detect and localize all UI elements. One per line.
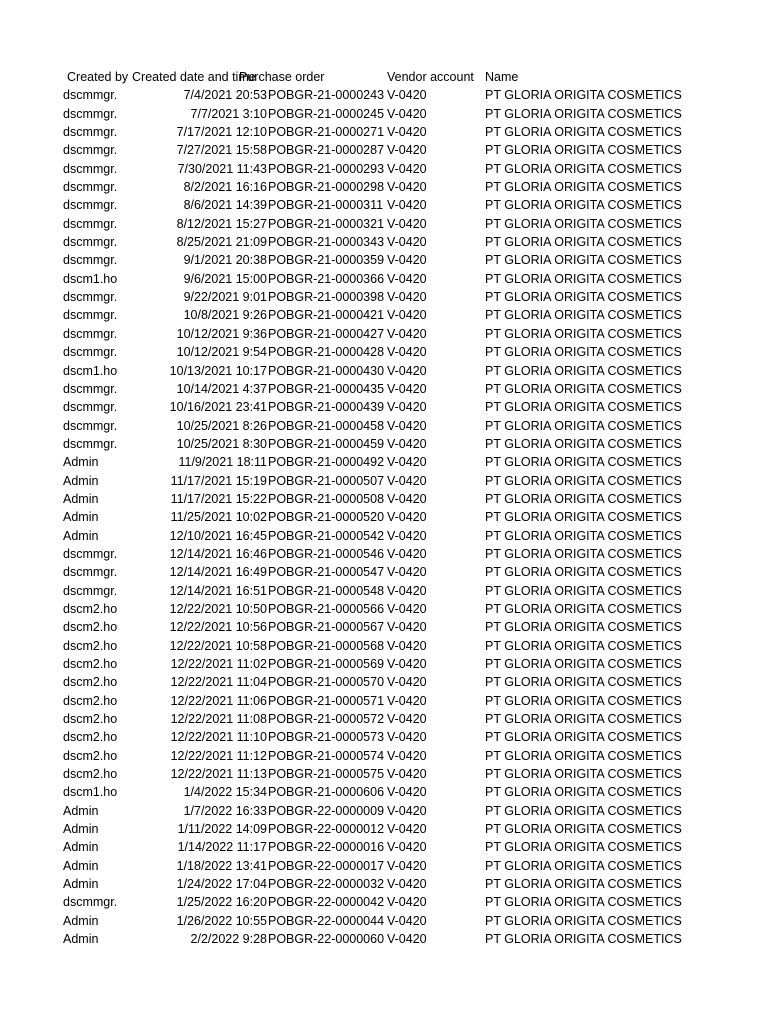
created-date-cell: 10/25/2021 8:26	[176, 418, 267, 433]
vendor-name-cell: PT GLORIA ORIGITA COSMETICS	[485, 730, 682, 745]
vendor-account-cell: V-0420	[387, 161, 427, 176]
created-date-cell: 12/22/2021 10:56	[169, 620, 267, 635]
purchase-order-cell: POBGR-21-0000572	[268, 712, 385, 727]
vendor-account-cell: V-0420	[387, 216, 427, 231]
vendor-name-cell: PT GLORIA ORIGITA COSMETICS	[485, 326, 682, 341]
header-created-date: Created date and time	[132, 70, 256, 84]
vendor-name-cell: PT GLORIA ORIGITA COSMETICS	[485, 675, 682, 690]
created-date-cell: 12/22/2021 10:58	[169, 638, 267, 653]
created-by-cell: Admin	[63, 858, 99, 873]
table-body	[62, 86, 682, 948]
purchase-order-cell: POBGR-21-0000398	[268, 290, 385, 305]
created-date-cell: 9/22/2021 9:01	[183, 290, 267, 305]
vendor-name-cell: PT GLORIA ORIGITA COSMETICS	[485, 161, 682, 176]
vendor-account-cell: V-0420	[387, 290, 427, 305]
created-date-cell: 9/6/2021 15:00	[183, 271, 267, 286]
purchase-order-cell: POBGR-21-0000542	[268, 528, 385, 543]
vendor-account-cell: V-0420	[387, 785, 427, 800]
header-name: Name	[485, 70, 519, 84]
vendor-name-cell: PT GLORIA ORIGITA COSMETICS	[485, 400, 682, 415]
purchase-order-cell: POBGR-22-0000060	[268, 932, 385, 947]
purchase-order-cell: POBGR-21-0000547	[268, 565, 385, 580]
vendor-name-cell: PT GLORIA ORIGITA COSMETICS	[485, 657, 682, 671]
vendor-name-cell: PT GLORIA ORIGITA COSMETICS	[485, 473, 682, 488]
created-date-cell: 11/9/2021 18:11	[178, 455, 267, 470]
created-by-cell: dscmmgr.	[63, 143, 118, 158]
vendor-name-cell: PT GLORIA ORIGITA COSMETICS	[485, 143, 682, 158]
table-row	[62, 435, 682, 453]
purchase-order-cell: POBGR-21-0000606	[268, 785, 385, 800]
table-row	[62, 233, 682, 251]
created-by-cell: dscmmgr.	[63, 436, 118, 451]
purchase-order-table	[62, 68, 682, 949]
table-row	[62, 453, 682, 471]
purchase-order-cell: POBGR-21-0000430	[268, 363, 385, 378]
vendor-account-cell: V-0420	[387, 858, 427, 873]
purchase-order-cell: POBGR-22-0000042	[268, 895, 385, 910]
vendor-name-cell: PT GLORIA ORIGITA COSMETICS	[485, 455, 682, 470]
created-by-cell: Admin	[63, 877, 99, 892]
table-row	[62, 655, 682, 673]
created-date-cell: 10/12/2021 9:54	[176, 345, 267, 360]
purchase-order-cell: POBGR-21-0000566	[268, 601, 385, 616]
table-row	[62, 637, 682, 655]
table-row	[62, 288, 682, 306]
created-date-cell: 1/25/2022 16:20	[176, 895, 267, 910]
vendor-account-cell: V-0420	[387, 657, 427, 671]
vendor-name-cell: PT GLORIA ORIGITA COSMETICS	[485, 748, 682, 763]
created-by-cell: Admin	[63, 932, 99, 947]
purchase-order-cell: POBGR-22-0000017	[268, 858, 385, 873]
table-row	[62, 930, 682, 948]
vendor-name-cell: PT GLORIA ORIGITA COSMETICS	[485, 271, 682, 286]
vendor-account-cell: V-0420	[387, 198, 427, 213]
vendor-account-cell: V-0420	[387, 400, 427, 415]
purchase-order-cell: POBGR-21-0000311	[268, 198, 384, 213]
purchase-order-cell: POBGR-21-0000421	[268, 308, 385, 323]
purchase-order-cell: POBGR-21-0000245	[268, 106, 385, 121]
table-row	[62, 343, 682, 361]
created-date-cell: 7/27/2021 15:58	[176, 143, 267, 158]
created-by-cell: dscm1.ho	[63, 363, 118, 378]
table-row	[62, 692, 682, 710]
created-date-cell: 12/22/2021 11:02	[170, 657, 267, 671]
purchase-order-cell: POBGR-21-0000293	[268, 161, 385, 176]
vendor-name-cell: PT GLORIA ORIGITA COSMETICS	[485, 583, 682, 598]
table-row	[62, 160, 682, 178]
purchase-order-cell: POBGR-21-0000359	[268, 253, 385, 268]
vendor-account-cell: V-0420	[387, 528, 427, 543]
vendor-name-cell: PT GLORIA ORIGITA COSMETICS	[485, 693, 682, 708]
vendor-name-cell: PT GLORIA ORIGITA COSMETICS	[485, 308, 682, 323]
purchase-order-cell: POBGR-21-0000571	[268, 693, 385, 708]
table-row	[62, 325, 682, 343]
created-by-cell: dscm2.ho	[63, 712, 118, 727]
created-by-cell: dscm2.ho	[63, 601, 118, 616]
created-by-cell: dscmmgr.	[63, 88, 118, 103]
created-by-cell: Admin	[63, 455, 99, 470]
created-date-cell: 11/17/2021 15:22	[170, 491, 267, 506]
purchase-order-cell: POBGR-21-0000570	[268, 675, 385, 690]
created-date-cell: 7/17/2021 12:10	[176, 125, 267, 140]
vendor-account-cell: V-0420	[387, 932, 427, 947]
purchase-order-cell: POBGR-21-0000507	[268, 473, 385, 488]
purchase-order-cell: POBGR-21-0000428	[268, 345, 385, 360]
table-row	[62, 783, 682, 801]
created-by-cell: dscmmgr.	[63, 180, 118, 195]
created-date-cell: 9/1/2021 20:38	[183, 253, 267, 268]
created-date-cell: 12/22/2021 11:12	[170, 748, 267, 763]
purchase-order-cell: POBGR-21-0000569	[268, 657, 385, 671]
created-by-cell: dscmmgr.	[63, 895, 118, 910]
table-row	[62, 582, 682, 600]
table-row	[62, 912, 682, 930]
table-row	[62, 508, 682, 526]
vendor-account-cell: V-0420	[387, 326, 427, 341]
created-date-cell: 1/4/2022 15:34	[183, 785, 267, 800]
purchase-order-cell: POBGR-21-0000439	[268, 400, 385, 415]
created-date-cell: 8/25/2021 21:09	[176, 235, 267, 250]
purchase-order-cell: POBGR-21-0000568	[268, 638, 385, 653]
vendor-account-cell: V-0420	[387, 675, 427, 690]
created-by-cell: Admin	[63, 473, 99, 488]
vendor-name-cell: PT GLORIA ORIGITA COSMETICS	[485, 877, 682, 892]
vendor-name-cell: PT GLORIA ORIGITA COSMETICS	[485, 565, 682, 580]
vendor-name-cell: PT GLORIA ORIGITA COSMETICS	[485, 491, 682, 506]
vendor-name-cell: PT GLORIA ORIGITA COSMETICS	[485, 418, 682, 433]
purchase-order-cell: POBGR-22-0000032	[268, 877, 385, 892]
created-date-cell: 10/12/2021 9:36	[176, 326, 267, 341]
created-by-cell: dscmmgr.	[63, 125, 118, 140]
purchase-order-cell: POBGR-22-0000016	[268, 840, 385, 855]
created-by-cell: Admin	[63, 803, 99, 818]
created-by-cell: dscm1.ho	[63, 271, 118, 286]
purchase-order-cell: POBGR-21-0000343	[268, 235, 385, 250]
vendor-account-cell: V-0420	[387, 436, 427, 451]
created-by-cell: dscm2.ho	[63, 693, 118, 708]
created-date-cell: 12/22/2021 11:06	[170, 693, 267, 708]
created-by-cell: dscmmgr.	[63, 198, 118, 213]
vendor-account-cell: V-0420	[387, 767, 427, 782]
vendor-account-cell: V-0420	[387, 693, 427, 708]
vendor-name-cell: PT GLORIA ORIGITA COSMETICS	[485, 235, 682, 250]
table-row	[62, 490, 682, 508]
vendor-account-cell: V-0420	[387, 822, 427, 837]
created-date-cell: 12/14/2021 16:46	[169, 546, 267, 561]
created-date-cell: 10/13/2021 10:17	[169, 363, 267, 378]
created-by-cell: dscm2.ho	[63, 675, 118, 690]
vendor-name-cell: PT GLORIA ORIGITA COSMETICS	[485, 712, 682, 727]
created-date-cell: 12/14/2021 16:49	[169, 565, 267, 580]
header-row	[62, 68, 672, 86]
vendor-account-cell: V-0420	[387, 308, 427, 323]
created-date-cell: 8/2/2021 16:16	[183, 180, 267, 195]
table-row	[62, 123, 682, 141]
created-date-cell: 1/26/2022 10:55	[176, 913, 267, 928]
table-row	[62, 673, 682, 691]
table-row	[62, 875, 682, 893]
vendor-account-cell: V-0420	[387, 913, 427, 928]
vendor-account-cell: V-0420	[387, 803, 427, 818]
created-by-cell: dscmmgr.	[63, 418, 118, 433]
vendor-name-cell: PT GLORIA ORIGITA COSMETICS	[485, 785, 682, 800]
created-date-cell: 12/10/2021 16:45	[169, 528, 267, 543]
vendor-account-cell: V-0420	[387, 106, 427, 121]
created-date-cell: 1/14/2022 11:17	[177, 840, 267, 855]
created-date-cell: 12/22/2021 10:50	[169, 601, 267, 616]
vendor-account-cell: V-0420	[387, 345, 427, 360]
purchase-order-cell: POBGR-21-0000271	[268, 125, 385, 140]
created-date-cell: 11/17/2021 15:19	[170, 473, 267, 488]
purchase-order-cell: POBGR-21-0000298	[268, 180, 385, 195]
vendor-account-cell: V-0420	[387, 418, 427, 433]
vendor-name-cell: PT GLORIA ORIGITA COSMETICS	[485, 822, 682, 837]
purchase-order-cell: POBGR-21-0000575	[268, 767, 385, 782]
purchase-order-cell: POBGR-21-0000508	[268, 491, 385, 506]
table-row	[62, 747, 682, 765]
created-date-cell: 11/25/2021 10:02	[170, 510, 267, 525]
created-by-cell: dscmmgr.	[63, 583, 118, 598]
table-row	[62, 838, 682, 856]
purchase-order-cell: POBGR-21-0000548	[268, 583, 385, 598]
created-date-cell: 8/6/2021 14:39	[183, 198, 267, 213]
vendor-name-cell: PT GLORIA ORIGITA COSMETICS	[485, 253, 682, 268]
vendor-account-cell: V-0420	[387, 381, 427, 396]
purchase-order-cell: POBGR-21-0000459	[268, 436, 385, 451]
vendor-account-cell: V-0420	[387, 620, 427, 635]
table-row	[62, 362, 682, 380]
created-by-cell: Admin	[63, 491, 99, 506]
vendor-name-cell: PT GLORIA ORIGITA COSMETICS	[485, 638, 682, 653]
created-date-cell: 1/24/2022 17:04	[176, 877, 267, 892]
table-row	[62, 857, 682, 875]
purchase-order-cell: POBGR-22-0000009	[268, 803, 385, 818]
vendor-name-cell: PT GLORIA ORIGITA COSMETICS	[485, 363, 682, 378]
vendor-name-cell: PT GLORIA ORIGITA COSMETICS	[485, 528, 682, 543]
purchase-order-cell: POBGR-21-0000321	[268, 216, 385, 231]
vendor-name-cell: PT GLORIA ORIGITA COSMETICS	[485, 345, 682, 360]
purchase-order-cell: POBGR-21-0000287	[268, 143, 385, 158]
table-row	[62, 380, 682, 398]
vendor-account-cell: V-0420	[387, 510, 427, 525]
purchase-order-cell: POBGR-21-0000573	[268, 730, 385, 745]
created-by-cell: dscmmgr.	[63, 161, 118, 176]
created-by-cell: dscm2.ho	[63, 620, 118, 635]
created-date-cell: 12/22/2021 11:04	[170, 675, 267, 690]
created-date-cell: 1/11/2022 14:09	[177, 822, 267, 837]
vendor-name-cell: PT GLORIA ORIGITA COSMETICS	[485, 840, 682, 855]
vendor-name-cell: PT GLORIA ORIGITA COSMETICS	[485, 180, 682, 195]
created-by-cell: dscmmgr.	[63, 106, 118, 121]
created-by-cell: dscmmgr.	[63, 253, 118, 268]
purchase-order-cell: POBGR-21-0000567	[268, 620, 385, 635]
created-date-cell: 12/22/2021 11:08	[170, 712, 267, 727]
vendor-name-cell: PT GLORIA ORIGITA COSMETICS	[485, 803, 682, 818]
created-by-cell: dscm2.ho	[63, 638, 118, 653]
created-by-cell: dscmmgr.	[63, 216, 118, 231]
table-row	[62, 893, 682, 911]
table-row	[62, 141, 682, 159]
created-by-cell: Admin	[63, 913, 99, 928]
purchase-order-cell: POBGR-22-0000012	[268, 822, 385, 837]
table-row	[62, 545, 682, 563]
purchase-order-cell: POBGR-21-0000546	[268, 546, 385, 561]
vendor-name-cell: PT GLORIA ORIGITA COSMETICS	[485, 858, 682, 873]
purchase-order-cell: POBGR-21-0000492	[268, 455, 385, 470]
purchase-order-cell: POBGR-22-0000044	[268, 913, 385, 928]
created-by-cell: Admin	[63, 822, 99, 837]
purchase-order-cell: POBGR-21-0000574	[268, 748, 385, 763]
vendor-account-cell: V-0420	[387, 601, 427, 616]
created-date-cell: 8/12/2021 15:27	[176, 216, 267, 231]
vendor-name-cell: PT GLORIA ORIGITA COSMETICS	[485, 198, 682, 213]
header-vendor-account: Vendor account	[387, 70, 474, 84]
table-row	[62, 270, 682, 288]
table-row	[62, 728, 682, 746]
table-row	[62, 563, 682, 581]
created-date-cell: 10/8/2021 9:26	[183, 308, 267, 323]
table-row	[62, 472, 682, 490]
vendor-account-cell: V-0420	[387, 840, 427, 855]
created-date-cell: 12/22/2021 11:13	[170, 767, 267, 782]
vendor-account-cell: V-0420	[387, 473, 427, 488]
table-row	[62, 820, 682, 838]
created-by-cell: dscmmgr.	[63, 308, 118, 323]
vendor-name-cell: PT GLORIA ORIGITA COSMETICS	[485, 767, 682, 782]
created-by-cell: Admin	[63, 510, 99, 525]
created-date-cell: 7/7/2021 3:10	[190, 106, 267, 121]
header-purchase-order: Purchase order	[239, 70, 325, 84]
created-date-cell: 10/14/2021 4:37	[176, 381, 267, 396]
vendor-account-cell: V-0420	[387, 748, 427, 763]
table-row	[62, 618, 682, 636]
vendor-account-cell: V-0420	[387, 712, 427, 727]
vendor-name-cell: PT GLORIA ORIGITA COSMETICS	[485, 381, 682, 396]
table-row	[62, 417, 682, 435]
created-by-cell: dscmmgr.	[63, 290, 118, 305]
table-row	[62, 196, 682, 214]
vendor-name-cell: PT GLORIA ORIGITA COSMETICS	[485, 106, 682, 121]
created-by-cell: dscmmgr.	[63, 326, 118, 341]
purchase-order-cell: POBGR-21-0000435	[268, 381, 385, 396]
created-by-cell: Admin	[63, 528, 99, 543]
created-by-cell: dscm1.ho	[63, 785, 118, 800]
vendor-name-cell: PT GLORIA ORIGITA COSMETICS	[485, 913, 682, 928]
vendor-name-cell: PT GLORIA ORIGITA COSMETICS	[485, 125, 682, 140]
vendor-name-cell: PT GLORIA ORIGITA COSMETICS	[485, 601, 682, 616]
purchase-order-cell: POBGR-21-0000520	[268, 510, 385, 525]
vendor-name-cell: PT GLORIA ORIGITA COSMETICS	[485, 932, 682, 947]
created-by-cell: dscmmgr.	[63, 235, 118, 250]
vendor-account-cell: V-0420	[387, 638, 427, 653]
created-by-cell: dscm2.ho	[63, 730, 118, 745]
created-date-cell: 7/4/2021 20:53	[183, 88, 267, 103]
created-date-cell: 2/2/2022 9:28	[190, 932, 267, 947]
created-date-cell: 7/30/2021 11:43	[177, 161, 267, 176]
created-by-cell: dscm2.ho	[63, 767, 118, 782]
vendor-account-cell: V-0420	[387, 125, 427, 140]
vendor-name-cell: PT GLORIA ORIGITA COSMETICS	[485, 216, 682, 231]
created-date-cell: 1/18/2022 13:41	[176, 858, 267, 873]
table-row	[62, 710, 682, 728]
vendor-account-cell: V-0420	[387, 253, 427, 268]
vendor-account-cell: V-0420	[387, 88, 427, 103]
created-by-cell: dscmmgr.	[63, 565, 118, 580]
vendor-account-cell: V-0420	[387, 895, 427, 910]
created-by-cell: dscmmgr.	[63, 400, 118, 415]
vendor-account-cell: V-0420	[387, 180, 427, 195]
table-row	[62, 527, 682, 545]
vendor-account-cell: V-0420	[387, 363, 427, 378]
created-by-cell: Admin	[63, 840, 99, 855]
vendor-name-cell: PT GLORIA ORIGITA COSMETICS	[485, 436, 682, 451]
created-by-cell: dscmmgr.	[63, 345, 118, 360]
created-by-cell: dscm2.ho	[63, 748, 118, 763]
table-row	[62, 398, 682, 416]
vendor-account-cell: V-0420	[387, 491, 427, 506]
vendor-name-cell: PT GLORIA ORIGITA COSMETICS	[485, 620, 682, 635]
table-row	[62, 178, 682, 196]
vendor-account-cell: V-0420	[387, 271, 427, 286]
vendor-account-cell: V-0420	[387, 455, 427, 470]
created-date-cell: 12/22/2021 11:10	[170, 730, 267, 745]
header-created-by: Created by	[67, 70, 129, 84]
table-row	[62, 306, 682, 324]
purchase-order-cell: POBGR-21-0000366	[268, 271, 385, 286]
vendor-name-cell: PT GLORIA ORIGITA COSMETICS	[485, 510, 682, 525]
vendor-account-cell: V-0420	[387, 583, 427, 598]
created-date-cell: 1/7/2022 16:33	[183, 803, 267, 818]
table-row	[62, 802, 682, 820]
table-row	[62, 600, 682, 618]
vendor-account-cell: V-0420	[387, 730, 427, 745]
created-by-cell: dscm2.ho	[63, 657, 118, 671]
table-row	[62, 86, 682, 104]
vendor-account-cell: V-0420	[387, 877, 427, 892]
vendor-account-cell: V-0420	[387, 546, 427, 561]
purchase-order-cell: POBGR-21-0000427	[268, 326, 385, 341]
created-date-cell: 12/14/2021 16:51	[169, 583, 267, 598]
purchase-order-cell: POBGR-21-0000243	[268, 88, 385, 103]
vendor-account-cell: V-0420	[387, 565, 427, 580]
vendor-name-cell: PT GLORIA ORIGITA COSMETICS	[485, 88, 682, 103]
table-row	[62, 765, 682, 783]
vendor-name-cell: PT GLORIA ORIGITA COSMETICS	[485, 895, 682, 910]
table-row	[62, 105, 682, 123]
created-by-cell: dscmmgr.	[63, 546, 118, 561]
vendor-account-cell: V-0420	[387, 143, 427, 158]
vendor-name-cell: PT GLORIA ORIGITA COSMETICS	[485, 290, 682, 305]
created-date-cell: 10/25/2021 8:30	[176, 436, 267, 451]
created-date-cell: 10/16/2021 23:41	[169, 400, 267, 415]
table-row	[62, 215, 682, 233]
vendor-account-cell: V-0420	[387, 235, 427, 250]
purchase-order-cell: POBGR-21-0000458	[268, 418, 385, 433]
created-by-cell: dscmmgr.	[63, 381, 118, 396]
table-row	[62, 251, 682, 269]
vendor-name-cell: PT GLORIA ORIGITA COSMETICS	[485, 546, 682, 561]
